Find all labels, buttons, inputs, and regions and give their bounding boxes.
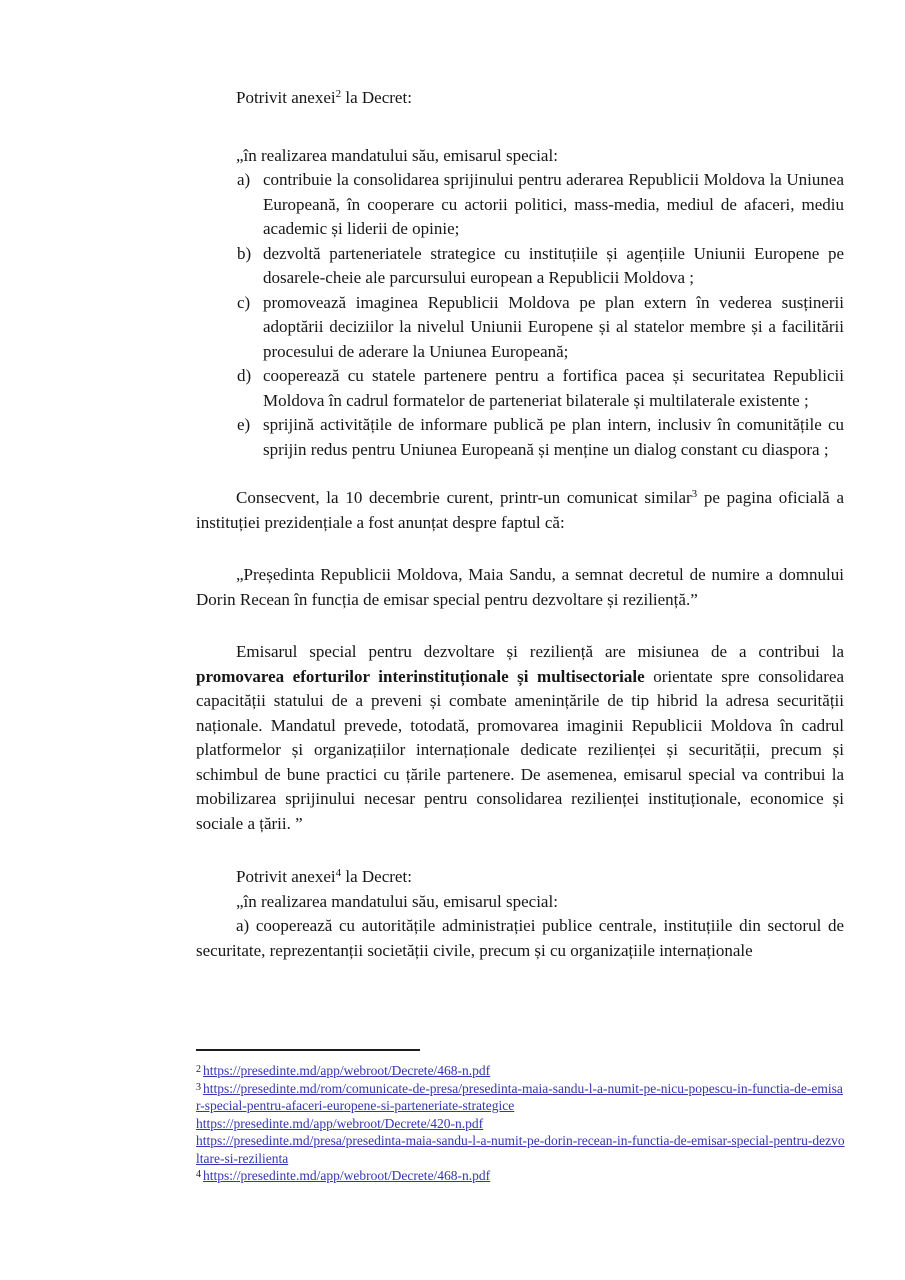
list-item-c <box>196 291 844 365</box>
footnote-link[interactable]: https://presedinte.md/app/webroot/Decrete/420-n.pdf <box>196 1115 484 1131</box>
paragraph-text: la Decret: <box>341 867 412 886</box>
list-item-text: sprijină activitățile de informare publică pe plan intern, inclusiv în comunitățile cu sprijin redus pentru Uniunea Europeană și menține un dialog constant cu diaspora ; <box>263 415 844 459</box>
list-marker: c) <box>237 292 251 312</box>
footnote-link[interactable]: https://presedinte.md/rom/comunicate-de-presa/presedinta-maia-sandu-l-a-numit-pe-nicu-popescu-in-functia-de-emisar-special-pentru-afaceri-europene-si-parteneriate-strategice <box>196 1080 843 1113</box>
list-item-e <box>196 413 844 462</box>
list-marker: e) <box>237 415 251 434</box>
paragraph-mission <box>196 640 844 836</box>
list-marker: b) <box>237 243 252 263</box>
footnote-link[interactable]: https://presedinte.md/app/webroot/Decrete/468-n.pdf <box>203 1168 491 1183</box>
list-item-text: dezvoltă parteneriatele strategice cu instituțiile și agențiile Uniunii Europene pe dosarele-cheie ale parcursului european a Republicii Moldova ; <box>263 243 844 287</box>
paragraph-text: orientate spre consolidarea capacității statului de a preveni și combate amenințările de tip hibrid la adresa securității naționale. Mandatul prevede, totodată, promovarea imaginii Republicii Moldova în cadrul platformelor și organizațiilor internaționale dedicate rezilienței și securității, precum și schimbul de bune practici cu țările partenere. De asemenea, emisarul special va contribui la mobilizarea sprijinului necesar pentru consolidarea rezilienței instituționale, economice și sociale a țării. ” <box>196 666 844 833</box>
footnote-2 <box>196 1062 846 1080</box>
paragraph-potrivit-anexei-2 <box>196 86 844 111</box>
paragraph-potrivit-anexei-4 <box>196 865 844 890</box>
footnote-marker: 2 <box>196 1064 201 1075</box>
list-item-text: contribuie la consolidarea sprijinului pentru aderarea Republicii Moldova la Uniunea Europeană, în cooperare cu actorii politici, mass-media, mediul de afaceri, mediu academic și liderii de opinie; <box>263 170 844 238</box>
list-item-text: promovează imaginea Republicii Moldova pe plan extern în vederea susținerii adoptării deciziilor la nivelul Uniunii Europene și al statelor membre și a facilitării procesului de aderare la Uniunea Europeană; <box>263 292 844 361</box>
footnote-ref-4: 4 <box>335 867 342 879</box>
footnote-3 <box>196 1080 846 1168</box>
footnote-link[interactable]: https://presedinte.md/presa/presedinta-maia-sandu-l-a-numit-pe-dorin-recean-in-functia-de-emisar-special-pentru-dezvoltare-si-rezilienta <box>196 1133 845 1166</box>
list-marker: a) <box>237 170 251 189</box>
document-body <box>196 86 844 963</box>
list-mandate-1 <box>196 168 844 462</box>
paragraph-text: Emisarul special pentru dezvoltare și reziliență are misiunea de a contribui la <box>236 642 844 661</box>
paragraph-text: Consecvent, la 10 decembrie curent, printr-un comunicat similar <box>236 488 692 507</box>
paragraph-text: la Decret: <box>341 88 412 107</box>
list-item-b <box>196 242 844 291</box>
footnote-ref-3: 3 <box>691 488 698 500</box>
paragraph-text: Potrivit anexei <box>236 867 336 886</box>
footnote-ref-2: 2 <box>335 88 342 100</box>
footnote-4 <box>196 1167 846 1185</box>
footnote-link[interactable]: https://presedinte.md/app/webroot/Decrete/468-n.pdf <box>203 1063 491 1078</box>
paragraph-text: pe pagina oficială a instituției prezidențiale a fost anunțat despre faptul că: <box>196 488 844 532</box>
footnote-marker: 4 <box>196 1169 201 1180</box>
paragraph-consecvent <box>196 486 844 535</box>
list-item-d <box>196 364 844 413</box>
paragraph-quote-open-1: „în realizarea mandatului său, emisarul special: <box>236 145 558 165</box>
paragraph-quote-open-2: „în realizarea mandatului său, emisarul special: <box>236 891 558 911</box>
list-item-a <box>196 168 844 242</box>
footnote-separator <box>196 1049 420 1051</box>
paragraph-text: Potrivit anexei <box>236 88 336 107</box>
paragraph-cooperation: a) cooperează cu autoritățile administrației publice centrale, instituțiile din sectorul de securitate, reprezentanții societății civile, precum și cu organizațiile internaționale <box>196 916 844 960</box>
bold-text: promovarea eforturilor interinstituționale și multisectoriale <box>196 666 645 686</box>
list-item-text: cooperează cu statele partenere pentru a fortifica pacea și securitatea Republicii Moldova în cadrul formatelor de parteneriat bilaterale și multilaterale existente ; <box>263 366 844 410</box>
footnotes-section <box>196 1049 846 1185</box>
list-marker: d) <box>237 366 252 385</box>
paragraph-press-quote: „Președinta Republicii Moldova, Maia Sandu, a semnat decretul de numire a domnului Dorin Recean în funcția de emisar special pentru dezvoltare și reziliență.” <box>196 565 844 609</box>
footnote-marker: 3 <box>196 1081 201 1093</box>
